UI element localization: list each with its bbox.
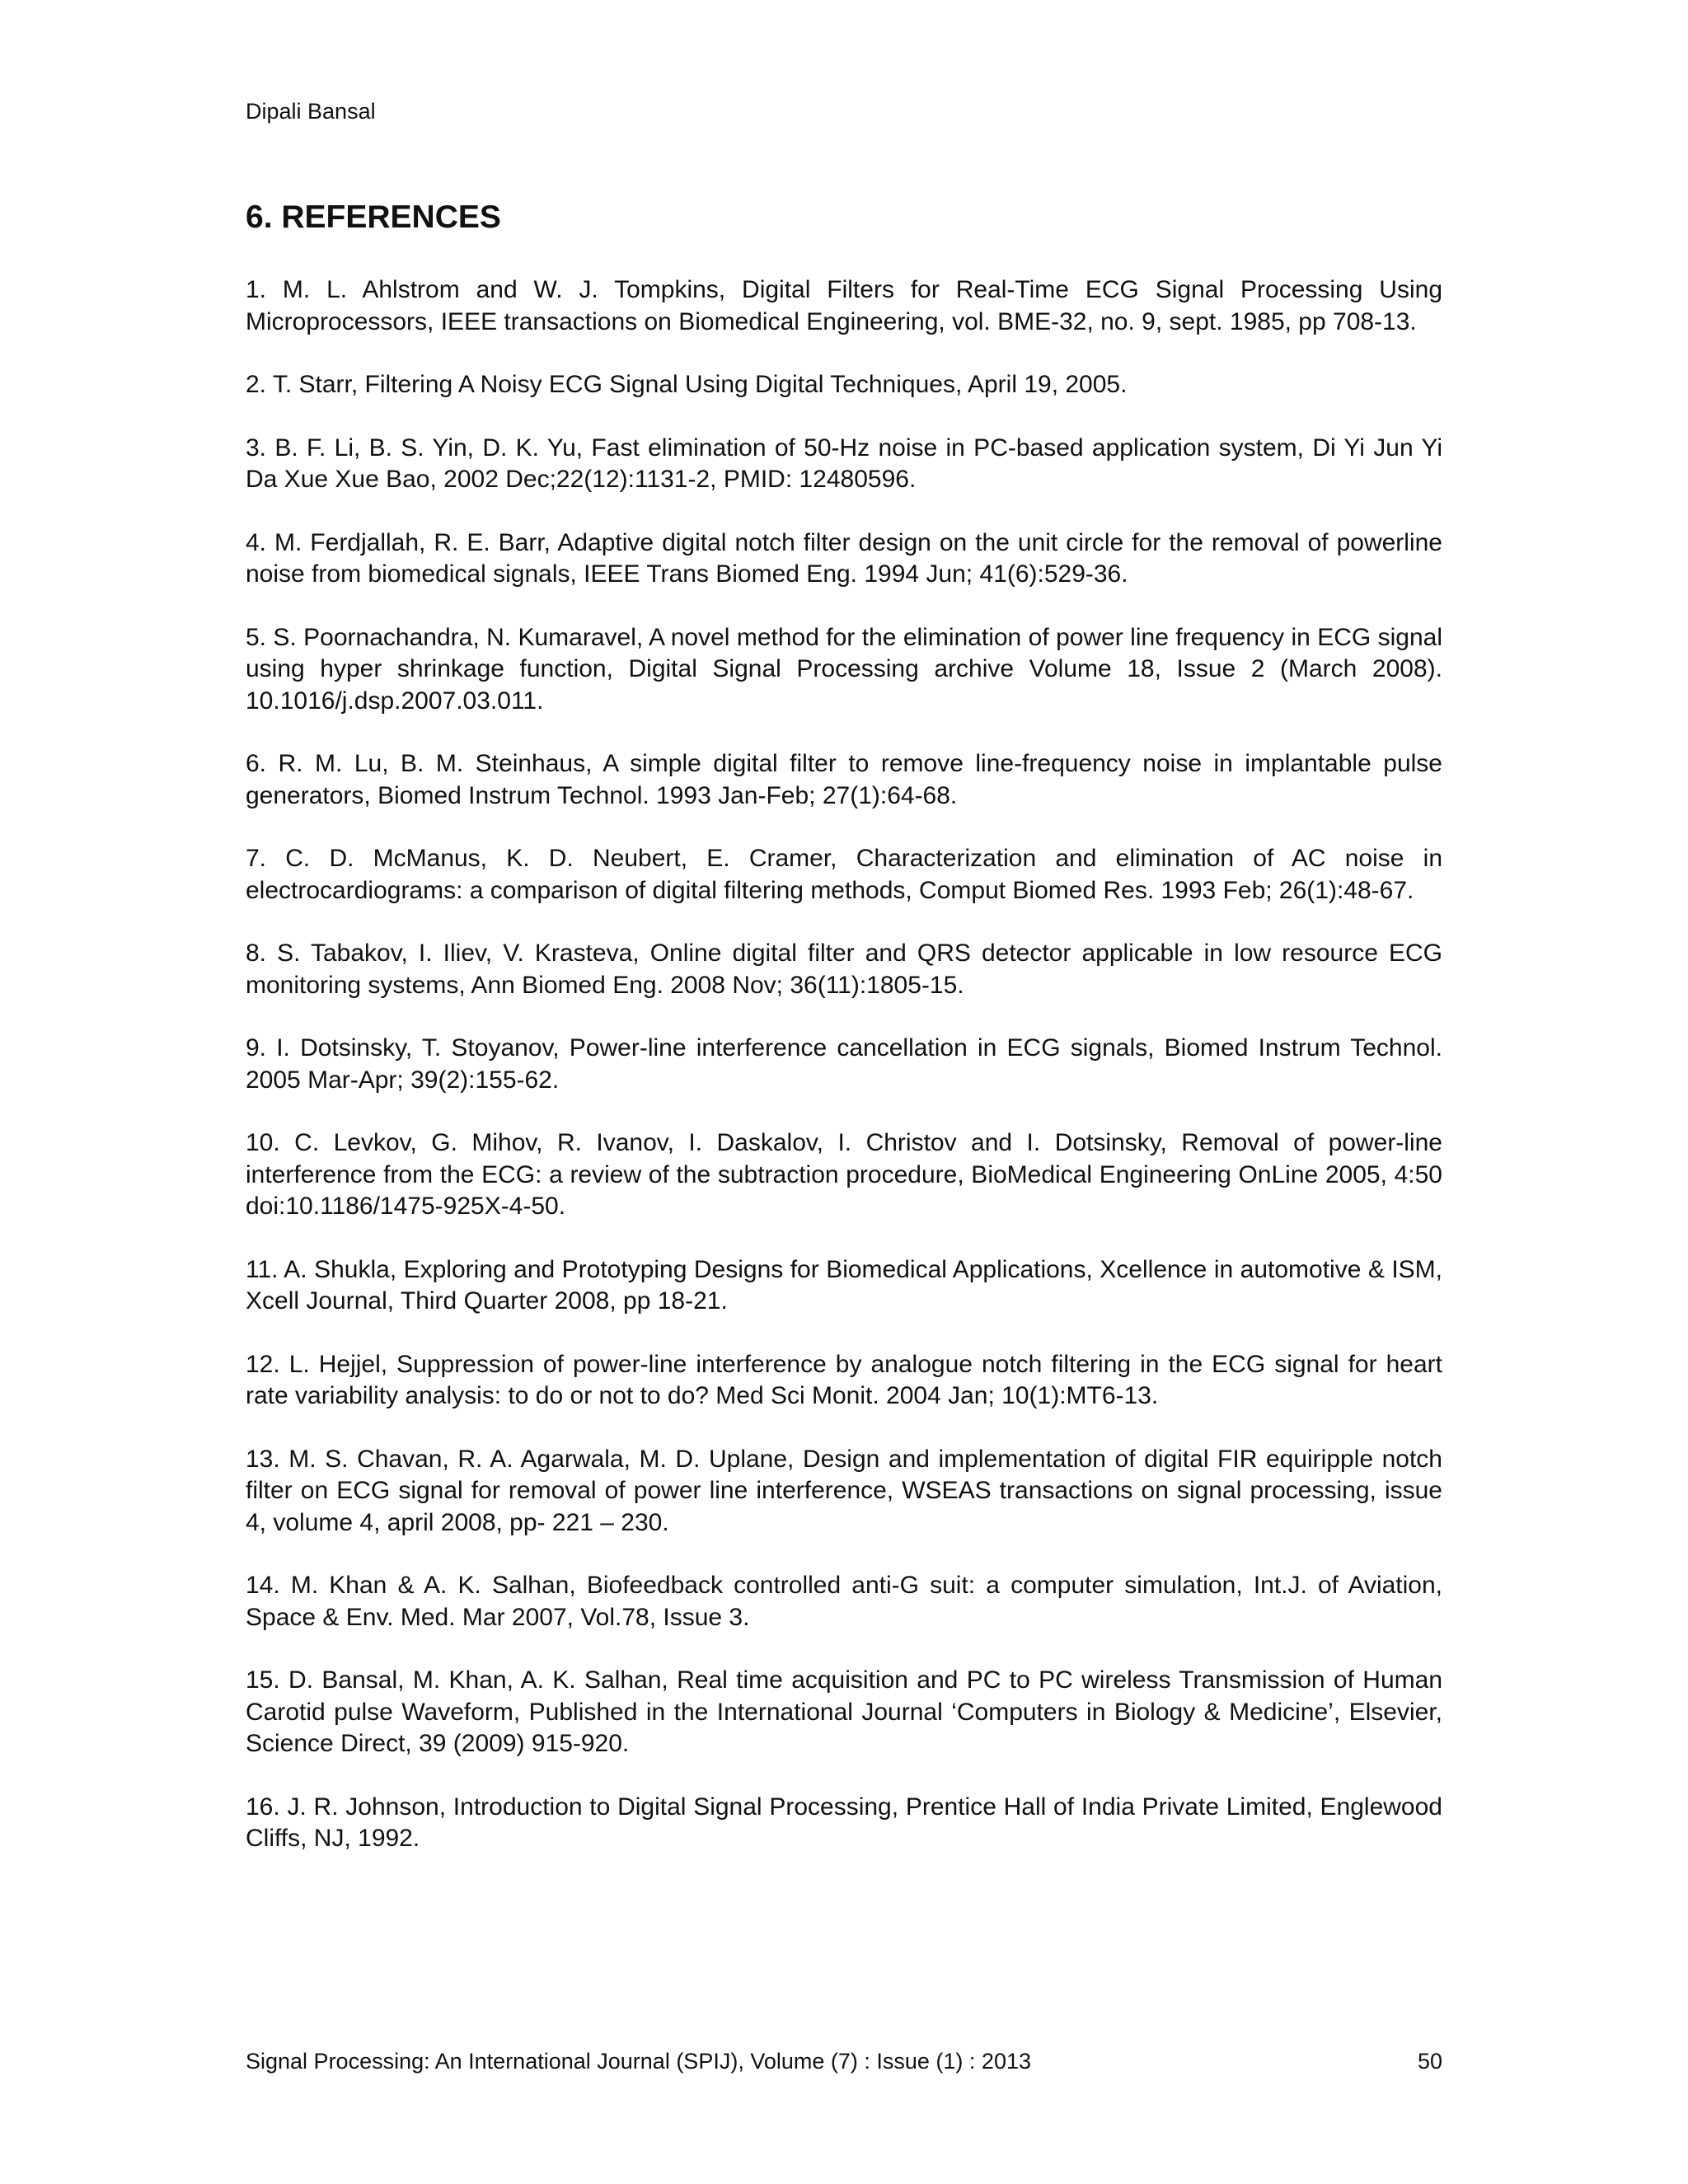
- reference-list: [246, 274, 1442, 1886]
- reference-item-2: 2. T. Starr, Filtering A Noisy ECG Signal Using Digital Techniques, April 19, 2005.: [246, 371, 1128, 398]
- footer-journal: Signal Processing: An International Journal (SPIJ), Volume (7) : Issue (1) : 2013: [246, 2049, 1031, 2074]
- reference-item-13: 13. M. S. Chavan, R. A. Agarwala, M. D. Uplane, Design and implementation of digital FIR equiripple notch filter on ECG signal for removal of power line interference, WSEAS transactions on signal processing, issue 4, volume 4, april 2008, pp- 221 – 230.: [246, 1445, 1442, 1536]
- reference-item-3: 3. B. F. Li, B. S. Yin, D. K. Yu, Fast elimination of 50-Hz noise in PC-based application system, Di Yi Jun Yi Da Xue Xue Bao, 2002 Dec;22(12):1131-2, PMID: 12480596.: [246, 434, 1442, 493]
- reference-item-9: 9. I. Dotsinsky, T. Stoyanov, Power-line interference cancellation in ECG signals, Biomed Instrum Technol. 2005 Mar-Apr; 39(2):155-62.: [246, 1034, 1442, 1094]
- reference-item-12: 12. L. Hejjel, Suppression of power-line interference by analogue notch filtering in the ECG signal for heart rate variability analysis: to do or not to do? Med Sci Monit. 2004 Jan; 10(1):MT6-13.: [246, 1350, 1442, 1409]
- reference-item-10: 10. C. Levkov, G. Mihov, R. Ivanov, I. Daskalov, I. Christov and I. Dotsinsky, Removal of power-line interference from the ECG: a review of the subtraction procedure, BioMedical Engineering OnLine 2005, 4:50 doi:10.1186/1475-925X-4-50.: [246, 1129, 1442, 1220]
- reference-item-5: 5. S. Poornachandra, N. Kumaravel, A novel method for the elimination of power line frequency in ECG signal using hyper shrinkage function, Digital Signal Processing archive Volume 18, Issue 2 (March 2008). 10.1016/j.dsp.2007.03.011.: [246, 623, 1442, 715]
- reference-item-7: 7. C. D. McManus, K. D. Neubert, E. Cramer, Characterization and elimination of AC noise in electrocardiograms: a comparison of digital filtering methods, Comput Biomed Res. 1993 Feb; 26(1):48-67.: [246, 845, 1442, 904]
- reference-item-15: 15. D. Bansal, M. Khan, A. K. Salhan, Real time acquisition and PC to PC wireless Transmission of Human Carotid pulse Waveform, Published in the International Journal ‘Computers in Biology & Medicine’, Elsevier, Science Direct, 39 (2009) 915-920.: [246, 1666, 1442, 1757]
- page-footer: [246, 2047, 1442, 2075]
- reference-item-1: 1. M. L. Ahlstrom and W. J. Tompkins, Digital Filters for Real-Time ECG Signal Processing Using Microprocessors, IEEE transactions on Biomedical Engineering, vol. BME-32, no. 9, sept. 1985, pp 708-13.: [246, 276, 1442, 335]
- reference-item-6: 6. R. M. Lu, B. M. Steinhaus, A simple digital filter to remove line-frequency noise in implantable pulse generators, Biomed Instrum Technol. 1993 Jan-Feb; 27(1):64-68.: [246, 750, 1442, 809]
- reference-item-11: 11. A. Shukla, Exploring and Prototyping Designs for Biomedical Applications, Xcellence in automotive & ISM, Xcell Journal, Third Quarter 2008, pp 18-21.: [246, 1255, 1442, 1315]
- reference-item-14: 14. M. Khan & A. K. Salhan, Biofeedback controlled anti-G suit: a computer simulation, Int.J. of Aviation, Space & Env. Med. Mar 2007, Vol.78, Issue 3.: [246, 1572, 1442, 1631]
- reference-item-4: 4. M. Ferdjallah, R. E. Barr, Adaptive digital notch filter design on the unit circle for the removal of powerline noise from biomedical signals, IEEE Trans Biomed Eng. 1994 Jun; 41(6):529-36.: [246, 528, 1442, 588]
- section-title: 6. REFERENCES: [246, 199, 501, 235]
- reference-item-8: 8. S. Tabakov, I. Iliev, V. Krasteva, Online digital filter and QRS detector applicable in low resource ECG monitoring systems, Ann Biomed Eng. 2008 Nov; 36(11):1805-15.: [246, 940, 1442, 999]
- running-header-author: Dipali Bansal: [246, 99, 376, 124]
- reference-item-16: 16. J. R. Johnson, Introduction to Digital Signal Processing, Prentice Hall of India Private Limited, Englewood Cliffs, NJ, 1992.: [246, 1793, 1442, 1852]
- page-number: 50: [1417, 2049, 1442, 2074]
